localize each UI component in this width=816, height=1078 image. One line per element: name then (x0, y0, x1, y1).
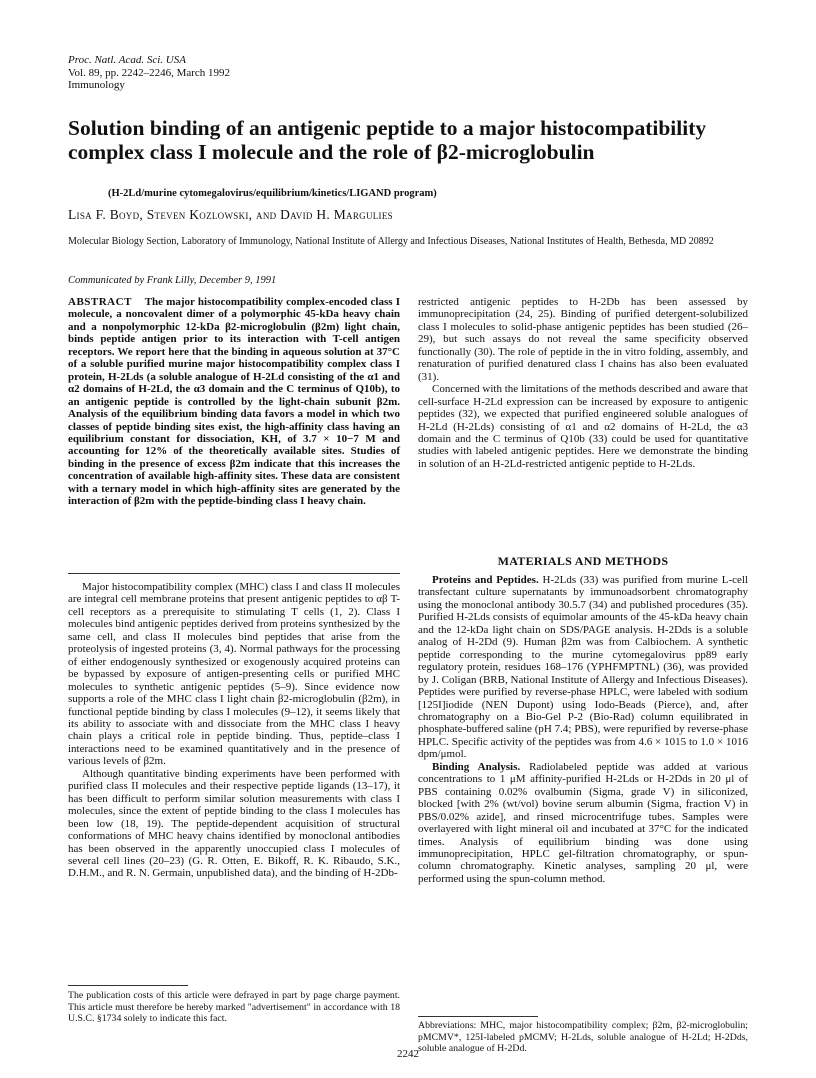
page-number: 2242 (397, 1048, 419, 1060)
publication-cost-note: The publication costs of this article were defrayed in part by page charge payment. This article must therefore be hereby marked "advertisement" in accordance with 18 U.S.C. §1734 solely to indicate this fact. (68, 990, 400, 1024)
authors: Lisa F. Boyd, Steven Kozlowski, and David H. Margulies (68, 207, 393, 222)
footnote-rule (418, 1016, 538, 1017)
journal-name: Proc. Natl. Acad. Sci. USA (68, 54, 186, 66)
runin-heading: Proteins and Peptides. (432, 574, 539, 586)
introduction (68, 581, 400, 880)
footnote-rule (68, 985, 188, 986)
journal-header (68, 54, 230, 92)
journal-section: Immunology (68, 79, 125, 92)
affiliation: Molecular Biology Section, Laboratory of Immunology, National Institute of Allergy and Infectious Diseases, National Institutes of Health, Bethesda, MD 20892 (68, 236, 714, 247)
methods-heading: MATERIALS AND METHODS (497, 554, 669, 568)
methods-paragraph (418, 761, 748, 886)
keywords: (H-2Ld/murine cytomegalovirus/equilibrium/kinetics/LIGAND program) (108, 188, 437, 199)
communicated-by: Communicated by Frank Lilly, December 9, 1991 (68, 275, 277, 286)
abbreviations-note: Abbreviations: MHC, major histocompatibility complex; β2m, β2-microglobulin; pMCMV*, 125I-labeled pMCMV; H-2Lds, soluble analogue of H-2Ld; H-2Dds, soluble analogue of H-2Dd. (418, 1020, 748, 1054)
introduction-continued (418, 296, 748, 470)
abstract-rule (68, 573, 400, 574)
journal-volume: Vol. 89, pp. 2242–2246, March 1992 (68, 66, 231, 79)
abstract-text: The major histocompatibility complex-encoded class I molecule, a noncovalent dimer of a polymorphic 45-kDa heavy chain and a nonpolymorphic 12-kDa β2-microglobulin (β2m) light chain, binds peptide antigen prior to its interaction with T-cell antigen receptors. We report here that the binding in aqueous solution at 37°C of a soluble purified murine major histocompatibility complex class I protein, H-2Lds (a soluble analogue of H-2Ld consisting of the α1 and α2 domains of H-2Ld, the α3 domain and the C terminus of Q10b), to an antigenic peptide is controlled by the light-chain subunit β2m. Analysis of the equilibrium binding data favors a model in which two classes of peptide binding sites exist, the high-affinity class having an equilibrium constant for dissociation, KH, of 3.7 × 10−7 M and accounting for 12% of the theoretically available sites. Studies of binding in the presence of excess β2m indicate that this increases the concentration of available high-affinity sites. These data are consistent with a ternary model in which high-affinity sites are generated by the interaction of β2m with the peptide-binding class I heavy chain. (68, 296, 401, 508)
abstract-label: ABSTRACT (68, 296, 132, 308)
intro-paragraph: Major histocompatibility complex (MHC) class I and class II molecules are integral cell membrane proteins that present antigenic peptides to αβ T-cell receptors as a prerequisite to stimulating T cells (1, 2). Class I molecules bind antigenic peptides derived from proteins synthesized by the same cell, and class II molecules bind peptides that arise from the proteolysis of ingested proteins (3, 4). Normal pathways for the processing of either endogenously synthesized or exogenously acquired proteins can be bypassed by exposure of antigen-presenting cells or purified MHC molecules to synthetic antigenic peptides (5–9). Since evidence now supports a role of the MHC class I light chain β2-microglobulin (β2m), in functional peptide binding by class I molecules (9–12), it seems likely that its ability to associate with and dissociate from the MHC class I heavy chain plays a critical role in peptide binding. Thus, peptide–class I interactions need to be examined quantitatively and in the presence of various levels of β2m. (68, 581, 400, 768)
paper-title: Solution binding of an antigenic peptide to a major histocompatibility complex class I molecule and the role of β2-microglobulin (68, 116, 707, 164)
methods-text: Radiolabeled peptide was added at various concentrations to 1 μM affinity-purified H-2Lds or H-2Dds in 20 μl of PBS containing 0.02% ovalbumin (Sigma, grade V) in siliconized, blocked [with 2% (wt/vol) bovine serum albumin (Sigma, fraction V) in PBS/0.02% azide], and rinsed microcentrifuge tubes. Samples were overlayered with light mineral oil and incubated at 37°C for the indicated times. Analysis of equilibrium binding was done using immunoprecipitation, HPLC gel-filtration chromatography, or spun-column chromatography. Kinetic analyses, sampling 20 μl, were performed using the spun-column method. (418, 760, 748, 885)
methods (418, 574, 748, 885)
runin-heading: Binding Analysis. (432, 760, 521, 773)
methods-text: H-2Lds (33) was purified from murine L-cell transfectant culture supernatants by immunoadsorbent chromatography using the monoclonal antibody 30.5.7 (34) and published procedures (35). Purified H-2Lds consists of equimolar amounts of the 45-kDa heavy chain and the 12-kDa light chain on SDS/PAGE analysis. H-2Dds is a soluble analog of H-2Dd (9). Human β2m was from Calbiochem. A synthetic peptide corresponding to the murine cytomegalovirus pp89 early regulatory protein, residues 168–176 (YPHFMPTNL) (36), was provided by J. Coligan (BRB, National Institute of Allergy and Infectious Diseases). Peptides were purified by reverse-phase HPLC, were labeled with sodium [125I]iodide (NEN Dupont) using Iodo-Beads (Pierce), and, after chromatography on a Bio-Gel P-2 (Bio-Rad) column equilibrated in phosphate-buffered saline (pH 7.4; PBS), were repurified by reverse-phase HPLC. Specific activity of the peptides was from 4.6 × 1015 to 1.0 × 1016 dpm/μmol. (418, 574, 748, 761)
intro-paragraph: restricted antigenic peptides to H-2Db has been assessed by immunoprecipitation (24, 25). Binding of purified detergent-solubilized class I molecules to solid-phase antigenic peptides has been studied (26–29), but such assays do not reveal the same specificity observed functionally (30). The role of peptide in the in vitro folding, assembly, and renaturation of purified denatured class I chains has also been evaluated (31). (418, 296, 748, 383)
intro-paragraph: Although quantitative binding experiments have been performed with purified class II molecules and their respective peptide ligands (13–17), it has been difficult to perform similar solution measurements with class I molecules, since the extent of peptide binding to the class I molecules has been low (18, 19). The peptide-dependent acquisition of structural conformations of MHC heavy chains identified by monoclonal antibodies has been observed in the apparently unoccupied class I molecules of several cell lines (20–23) (G. R. Otten, E. Bikoff, R. K. Ribaudo, S.K., D.H.M., and R. N. Germain, unpublished data), and the binding of H-2Db- (68, 767, 400, 880)
intro-paragraph: Concerned with the limitations of the methods described and aware that cell-surface H-2Ld expression can be increased by exposure to antigenic peptides (32), we expected that purified engineered soluble analogues of H-2Ld (H-2Lds) consisting of α1 and α2 domains of H-2Ld, the α3 domain and the C terminus of Q10b (33) could be used for quantitative studies with labeled antigenic peptides. Here we demonstrate the binding in solution of an H-2Ld-restricted antigenic peptide to H-2Lds. (418, 383, 748, 470)
abstract (68, 296, 400, 508)
methods-paragraph (418, 574, 748, 761)
